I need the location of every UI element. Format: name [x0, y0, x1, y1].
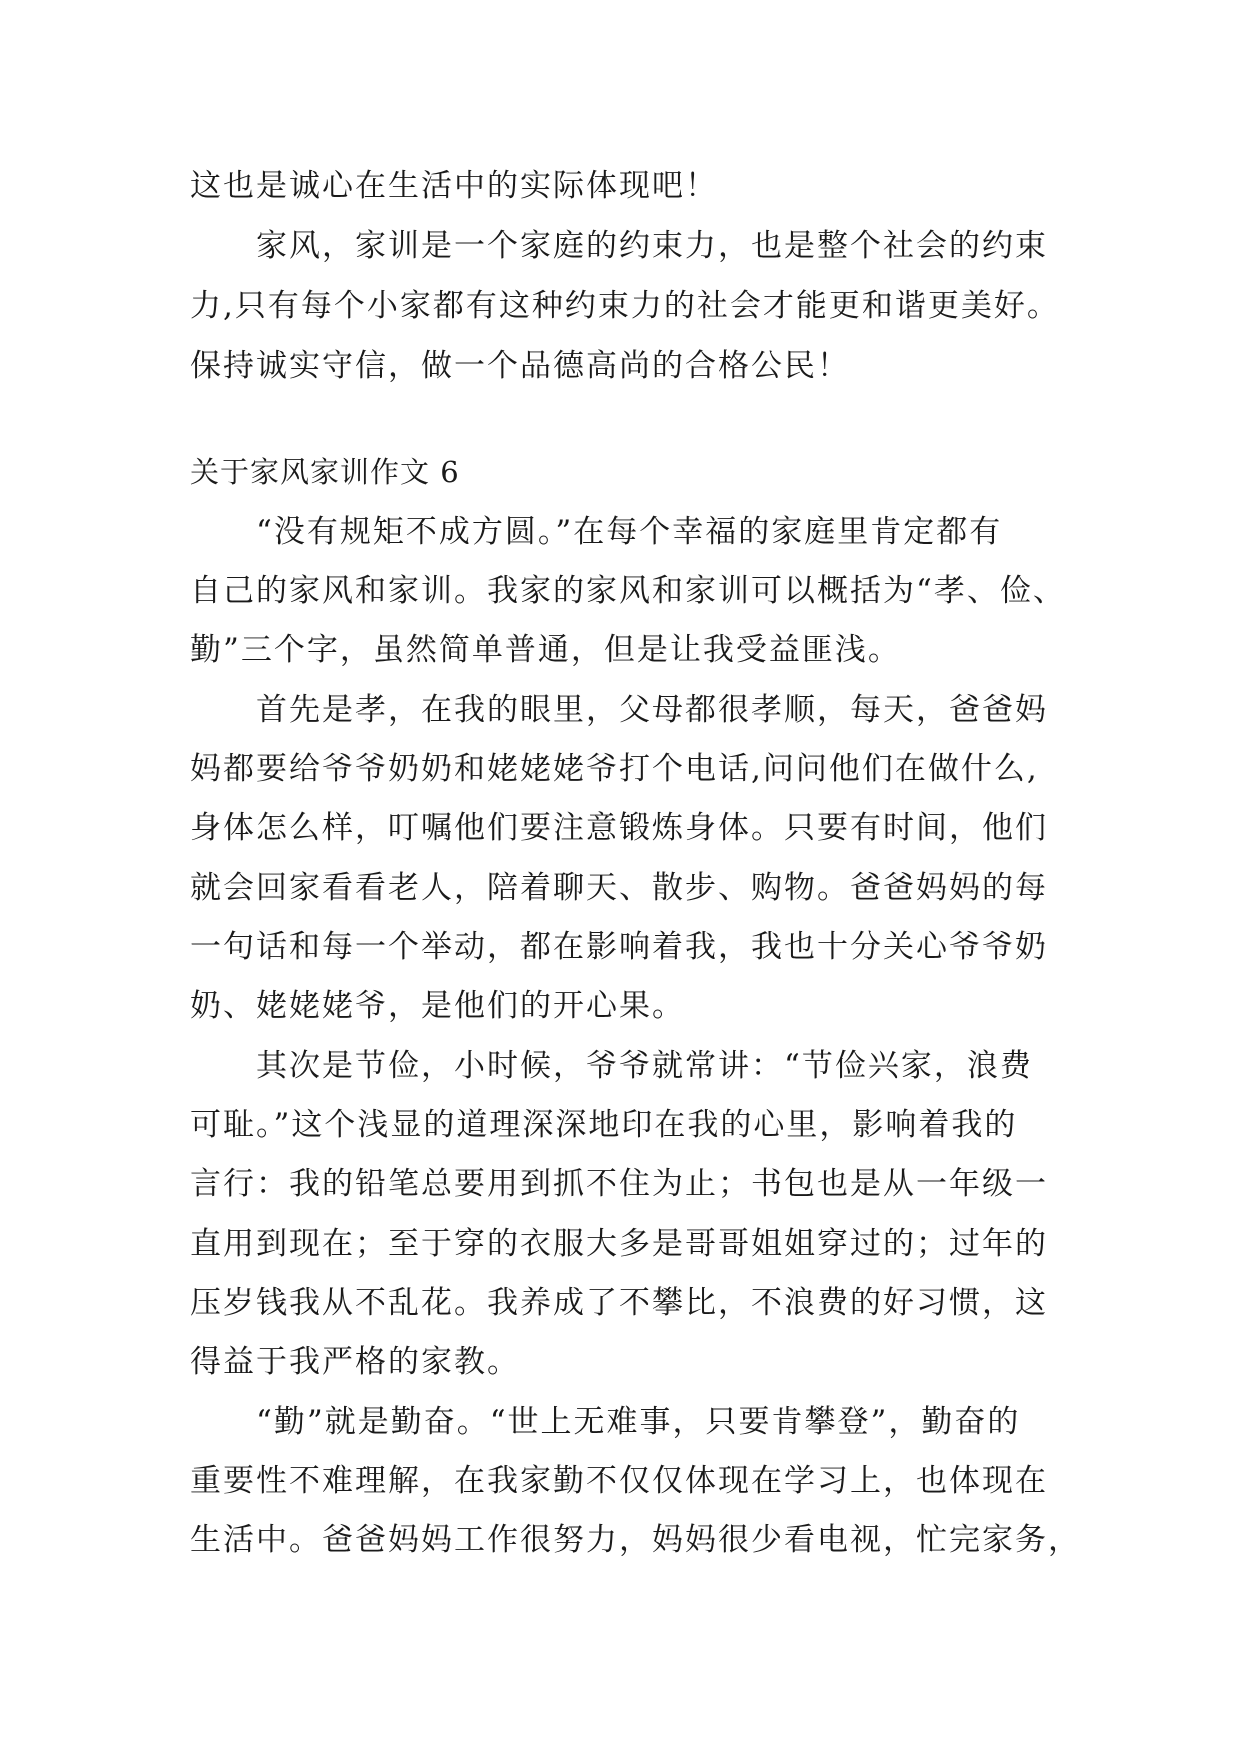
text-line: 压岁钱我从不乱花。我养成了不攀比，不浪费的好习惯，这 [190, 1285, 1048, 1321]
text-line: 可耻。”这个浅显的道理深深地印在我的心里，影响着我的 [190, 1107, 1018, 1143]
text-line: 自己的家风和家训。我家的家风和家训可以概括为“孝、俭、 [190, 573, 1066, 609]
text-line: 奶、姥姥姥爷，是他们的开心果。 [190, 988, 685, 1024]
text-line: 重要性不难理解，在我家勤不仅仅体现在学习上，也体现在 [190, 1463, 1048, 1499]
text-line: 其次是节俭，小时候，爷爷就常讲：“节俭兴家，浪费 [190, 1048, 1033, 1084]
text-line: 家风，家训是一个家庭的约束力，也是整个社会的约束 [190, 228, 1048, 264]
text-line: 身体怎么样，叮嘱他们要注意锻炼身体。只要有时间，他们 [190, 810, 1048, 846]
text-line: “没有规矩不成方圆。”在每个幸福的家庭里肯定都有 [190, 514, 1003, 550]
text-line: 勤”三个字，虽然简单普通，但是让我受益匪浅。 [190, 632, 901, 668]
text-line: “勤”就是勤奋。“世上无难事，只要肯攀登”，勤奋的 [190, 1404, 1021, 1440]
text-line: 这也是诚心在生活中的实际体现吧！ [190, 168, 718, 204]
section-heading: 关于家风家训作文 6 [190, 455, 460, 489]
text-line: 直用到现在；至于穿的衣服大多是哥哥姐姐穿过的；过年的 [190, 1226, 1048, 1262]
text-line: 首先是孝，在我的眼里，父母都很孝顺，每天，爸爸妈 [190, 692, 1048, 728]
text-line: 妈都要给爷爷奶奶和姥姥姥爷打个电话,问问他们在做什么, [190, 751, 1039, 787]
text-line: 力,只有每个小家都有这种约束力的社会才能更和谐更美好。 [190, 288, 1060, 324]
text-line: 生活中。爸爸妈妈工作很努力，妈妈很少看电视，忙完家务， [190, 1522, 1081, 1558]
text-line: 一句话和每一个举动，都在影响着我，我也十分关心爷爷奶 [190, 929, 1048, 965]
text-line: 就会回家看看老人，陪着聊天、散步、购物。爸爸妈妈的每 [190, 870, 1048, 906]
text-line: 言行：我的铅笔总要用到抓不住为止；书包也是从一年级一 [190, 1166, 1048, 1202]
text-line: 保持诚实守信，做一个品德高尚的合格公民！ [190, 348, 850, 384]
text-line: 得益于我严格的家教。 [190, 1344, 520, 1380]
